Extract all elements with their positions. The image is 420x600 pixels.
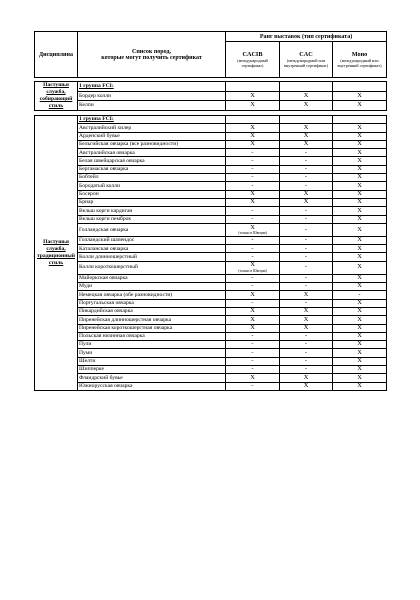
- breed-name: Арденский бувье: [78, 132, 226, 140]
- cacib-cell: [226, 283, 280, 291]
- cacib-cell: [226, 190, 280, 198]
- mono-cell: X: [333, 307, 387, 315]
- mono-cell: X: [333, 190, 387, 198]
- cacib-mark: X: [250, 324, 255, 331]
- cacib-mark: X: [250, 101, 255, 109]
- cacib-cell: [226, 349, 280, 357]
- cacib-cell: [226, 274, 280, 282]
- table-row: [35, 382, 387, 390]
- breed-list-header-line1: Список пород,: [131, 48, 172, 55]
- cacib-cell: [226, 299, 280, 307]
- group-header-row: [35, 82, 387, 92]
- cac-cell: -: [280, 366, 333, 374]
- breed-name: Австралийский хилер: [78, 124, 226, 132]
- discipline-header: Дисциплина: [35, 32, 78, 78]
- breed-name: Шелти: [78, 357, 226, 365]
- table-row: [35, 253, 387, 261]
- cac-cell: -: [280, 182, 333, 190]
- table-row: [35, 299, 387, 307]
- table-row: [35, 283, 387, 291]
- table-row: [35, 307, 387, 315]
- breed-name: Келпи: [78, 101, 226, 111]
- mono-cell: X: [333, 236, 387, 244]
- cacib-mark: -: [251, 340, 254, 348]
- cac-cell: X: [280, 291, 333, 299]
- breed-name: Пуми: [78, 349, 226, 357]
- cacib-mark: X: [250, 223, 255, 231]
- cacib-mark: -: [251, 156, 254, 164]
- table-row: [35, 366, 387, 374]
- mono-cell: X: [333, 374, 387, 382]
- cac-cell: -: [280, 357, 333, 365]
- mono-cell: X: [333, 245, 387, 253]
- breed-name: Бородатый колли: [78, 182, 226, 190]
- mono-cell: X: [333, 198, 387, 206]
- cac-cell: X: [280, 324, 333, 332]
- cac-cell: X: [280, 382, 333, 390]
- col-mono-title: Моно: [351, 50, 368, 58]
- cacib-cell: [226, 132, 280, 140]
- table-row: [35, 215, 387, 223]
- breed-list-header-line2: которые могут получить сертификат: [101, 54, 202, 61]
- col-mono-sub: (международный или внутренний сертификат): [337, 57, 382, 68]
- table-row: [35, 190, 387, 198]
- cacib-mark: X: [250, 198, 255, 206]
- cac-cell: X: [280, 190, 333, 198]
- cac-cell: X: [280, 140, 333, 148]
- mono-cell: X: [333, 283, 387, 291]
- cacib-mark: -: [251, 148, 254, 156]
- table-header: [34, 31, 387, 78]
- mono-cell: X: [333, 207, 387, 215]
- cac-cell: X: [280, 316, 333, 324]
- cac-cell: X: [280, 198, 333, 206]
- breed-name: Голландская овчарка: [78, 223, 226, 236]
- cacib-mark: -: [251, 282, 254, 290]
- empty-cell: [280, 116, 333, 124]
- cacib-cell: [226, 207, 280, 215]
- col-cacib-sub: (международный сертификат): [237, 57, 268, 68]
- cacib-cell: [226, 374, 280, 382]
- cacib-mark: -: [251, 252, 254, 260]
- table-row: [35, 341, 387, 349]
- cacib-cell: [226, 307, 280, 315]
- table-row: [35, 132, 387, 140]
- cacib-mark: -: [251, 357, 254, 365]
- cacib-cell: [226, 174, 280, 182]
- empty-cell: [333, 82, 387, 92]
- cac-cell: X: [280, 101, 333, 111]
- cacib-note: (только в Швеции): [238, 231, 267, 236]
- cac-cell: -: [280, 165, 333, 173]
- mono-cell: -: [333, 291, 387, 299]
- cac-cell: -: [280, 174, 333, 182]
- mono-cell: X: [333, 215, 387, 223]
- breed-name: Австралийская овчарка: [78, 149, 226, 157]
- cac-cell: X: [280, 307, 333, 315]
- breed-name: Бергамаская овчарка: [78, 165, 226, 173]
- cacib-cell: [226, 198, 280, 206]
- breed-name: Немецкая овчарка (обе разновидности): [78, 291, 226, 299]
- breed-name: Пиренейская длинношерстная овчарка: [78, 316, 226, 324]
- mono-cell: X: [333, 357, 387, 365]
- mono-cell: X: [333, 140, 387, 148]
- table-row: [35, 261, 387, 274]
- cacib-mark: X: [250, 307, 255, 315]
- cacib-mark: X: [250, 132, 255, 139]
- mono-cell: X: [333, 324, 387, 332]
- cacib-mark: -: [251, 206, 254, 214]
- cacib-cell: [226, 324, 280, 332]
- breed-name: Голландский шапендоc: [78, 236, 226, 244]
- col-cacib-header: [226, 42, 280, 78]
- table-row: [35, 207, 387, 215]
- cacib-cell: [226, 291, 280, 299]
- breed-name: Южнорусская овчарка: [78, 382, 226, 390]
- table-row: [35, 198, 387, 206]
- col-cac-header: [280, 42, 333, 78]
- breed-name: Бельгийская овчарка (все разновидности): [78, 140, 226, 148]
- cacib-cell: [226, 182, 280, 190]
- table-row: [35, 245, 387, 253]
- discipline-cell: Пастушья служба, собирающий стиль: [35, 82, 78, 111]
- cacib-cell: [226, 357, 280, 365]
- table-row: [35, 291, 387, 299]
- mono-cell: X: [333, 223, 387, 236]
- cacib-mark: -: [251, 332, 254, 340]
- mono-cell: X: [333, 349, 387, 357]
- cac-cell: -: [280, 207, 333, 215]
- mono-cell: X: [333, 174, 387, 182]
- cacib-cell: [226, 101, 280, 111]
- table-row: [35, 332, 387, 340]
- rank-header: Ранг выставок (тип сертификата): [226, 32, 387, 42]
- cac-cell: -: [280, 236, 333, 244]
- discipline-cell: Пастушья служба, традиционный стиль: [35, 116, 78, 391]
- cac-cell: -: [280, 157, 333, 165]
- breed-name: Фландрский бувье: [78, 374, 226, 382]
- cacib-cell: [226, 236, 280, 244]
- breed-name: Колли длинношерстный: [78, 253, 226, 261]
- cacib-note: (только в Швеции): [238, 269, 267, 274]
- breed-name: Бобтейл: [78, 174, 226, 182]
- col-mono-header: [333, 42, 387, 78]
- cacib-cell: [226, 91, 280, 101]
- breed-name: Пиренейская короткошерстная овчарка: [78, 324, 226, 332]
- cac-cell: -: [280, 215, 333, 223]
- cacib-mark: -: [251, 299, 254, 306]
- breed-name: Колли короткошерстный: [78, 261, 226, 274]
- cacib-mark: -: [251, 173, 254, 181]
- breed-name: Шипперке: [78, 366, 226, 374]
- cacib-cell: [226, 261, 280, 274]
- cacib-mark: -: [251, 274, 254, 282]
- mono-cell: X: [333, 382, 387, 390]
- mono-cell: X: [333, 132, 387, 140]
- cacib-cell: [226, 157, 280, 165]
- col-cacib-title: CACIB: [242, 50, 263, 58]
- cacib-cell: [226, 366, 280, 374]
- cacib-mark: X: [250, 373, 255, 381]
- breed-name: Бриар: [78, 198, 226, 206]
- breed-name: Белая швейцарская овчарка: [78, 157, 226, 165]
- group-header-row: [35, 116, 387, 124]
- cacib-mark: -: [251, 236, 254, 244]
- cacib-mark: -: [251, 382, 254, 389]
- cac-cell: -: [280, 283, 333, 291]
- cacib-mark: X: [250, 261, 255, 269]
- mono-cell: X: [333, 316, 387, 324]
- cac-cell: -: [280, 261, 333, 274]
- cacib-mark: X: [250, 91, 255, 99]
- cac-cell: X: [280, 374, 333, 382]
- mono-cell: X: [333, 253, 387, 261]
- mono-cell: X: [333, 274, 387, 282]
- empty-cell: [333, 116, 387, 124]
- cacib-mark: -: [251, 181, 254, 189]
- table-row: [35, 101, 387, 111]
- cac-cell: -: [280, 253, 333, 261]
- mono-cell: X: [333, 101, 387, 111]
- cacib-cell: [226, 253, 280, 261]
- cacib-mark: -: [251, 365, 254, 373]
- cacib-cell: [226, 149, 280, 157]
- mono-cell: X: [333, 165, 387, 173]
- breed-name: Пикардийская овчарка: [78, 307, 226, 315]
- cacib-mark: -: [251, 244, 254, 252]
- mono-cell: X: [333, 332, 387, 340]
- table-row: [35, 357, 387, 365]
- breed-name: Португальская овчарка: [78, 299, 226, 307]
- table-row: [35, 149, 387, 157]
- cacib-mark: X: [250, 290, 255, 298]
- empty-cell: [280, 82, 333, 92]
- breed-name: Вельш корги пемброк: [78, 215, 226, 223]
- table-row: [35, 91, 387, 101]
- cac-cell: -: [280, 223, 333, 236]
- table-row: [35, 157, 387, 165]
- table-row: [35, 349, 387, 357]
- breed-name: Босерон: [78, 190, 226, 198]
- cacib-cell: [226, 124, 280, 132]
- cac-cell: -: [280, 149, 333, 157]
- cacib-cell: [226, 341, 280, 349]
- mono-cell: X: [333, 149, 387, 157]
- cac-cell: -: [280, 341, 333, 349]
- cacib-mark: X: [250, 315, 255, 323]
- cacib-mark: -: [251, 215, 254, 222]
- breed-name: Пули: [78, 341, 226, 349]
- table-row: [35, 324, 387, 332]
- fci-group-label: 1 группа FCI:: [78, 82, 226, 92]
- breed-table: [34, 81, 387, 391]
- cacib-mark: X: [250, 190, 255, 198]
- cacib-cell: [226, 223, 280, 236]
- mono-cell: X: [333, 91, 387, 101]
- cacib-cell: [226, 215, 280, 223]
- breed-name: Вельш корги кардиган: [78, 207, 226, 215]
- table-row: [35, 174, 387, 182]
- table-row: [35, 316, 387, 324]
- cacib-mark: -: [251, 348, 254, 356]
- mono-cell: X: [333, 182, 387, 190]
- cacib-cell: [226, 332, 280, 340]
- empty-cell: [226, 116, 280, 124]
- mono-cell: X: [333, 261, 387, 274]
- breed-name: Каталанская овчарка: [78, 245, 226, 253]
- breed-name: Польская низинная овчарка: [78, 332, 226, 340]
- mono-cell: X: [333, 341, 387, 349]
- fci-group-label: 1 группа FCI:: [78, 116, 226, 124]
- cac-cell: -: [280, 299, 333, 307]
- table-row: [35, 140, 387, 148]
- cacib-mark: X: [250, 123, 255, 131]
- cacib-cell: [226, 382, 280, 390]
- mono-cell: X: [333, 299, 387, 307]
- cac-cell: -: [280, 349, 333, 357]
- cac-cell: -: [280, 332, 333, 340]
- table-row: [35, 236, 387, 244]
- mono-cell: X: [333, 366, 387, 374]
- cac-cell: -: [280, 274, 333, 282]
- cacib-mark: -: [251, 165, 254, 173]
- breed-list-header: [78, 32, 226, 78]
- cacib-cell: [226, 316, 280, 324]
- breed-name: Муди: [78, 283, 226, 291]
- col-cac-sub: (международный или внутренний сертификат): [284, 57, 328, 68]
- mono-cell: X: [333, 124, 387, 132]
- col-cac-title: CAC: [299, 50, 313, 58]
- cac-cell: X: [280, 132, 333, 140]
- cacib-cell: [226, 165, 280, 173]
- cac-cell: X: [280, 91, 333, 101]
- table-row: [35, 124, 387, 132]
- table-row: [35, 223, 387, 236]
- table-row: [35, 374, 387, 382]
- table-row: [35, 165, 387, 173]
- cac-cell: -: [280, 245, 333, 253]
- cacib-mark: X: [250, 140, 255, 148]
- empty-cell: [226, 82, 280, 92]
- mono-cell: X: [333, 157, 387, 165]
- cac-cell: X: [280, 124, 333, 132]
- table-row: [35, 182, 387, 190]
- breed-name: Бордер колли: [78, 91, 226, 101]
- table-row: [35, 274, 387, 282]
- breed-name: Майоркская овчарка: [78, 274, 226, 282]
- cacib-cell: [226, 245, 280, 253]
- cacib-cell: [226, 140, 280, 148]
